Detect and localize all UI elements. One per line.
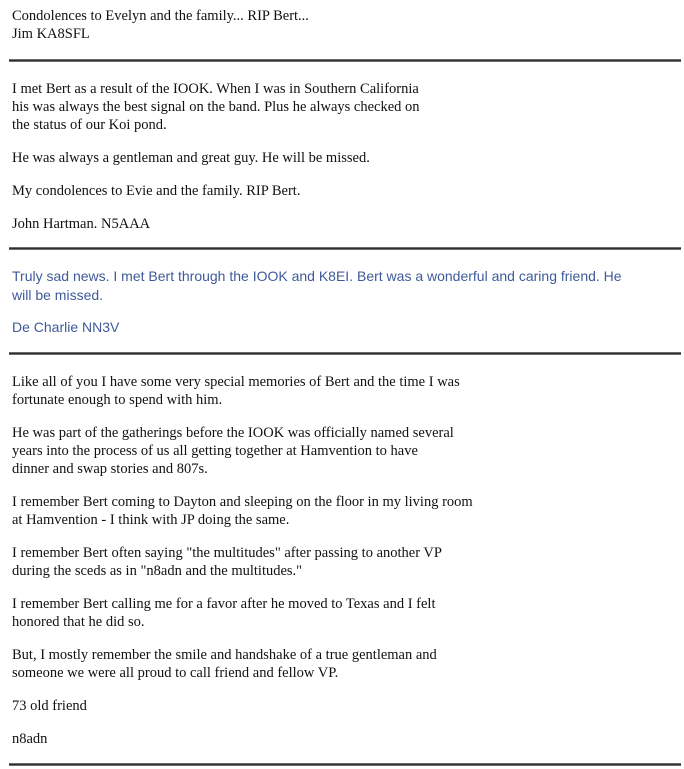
divider [9,352,681,355]
message-text: My condolences to Evie and the family. RIP Bert. [12,183,301,199]
message-text: Condolences to Evelyn and the family... RIP Bert... [12,8,309,24]
divider [9,59,681,62]
message-text: his was always the best signal on the band. Plus he always checked on [12,99,420,115]
message-text: 73 old friend [12,698,87,714]
divider [9,247,681,250]
message-text: honored that he did so. [12,614,145,630]
signature: John Hartman. N5AAA [12,216,151,232]
message-text: dinner and swap stories and 807s. [12,461,208,477]
message-text: Like all of you I have some very special memories of Bert and the time I was [12,374,460,390]
signature: n8adn [12,731,48,747]
divider [9,763,681,766]
message-text: fortunate enough to spend with him. [12,392,223,408]
message-text: I remember Bert calling me for a favor after he moved to Texas and I felt [12,596,436,612]
message-text: I met Bert as a result of the IOOK. When I was in Southern California [12,81,419,97]
message-text: He was always a gentleman and great guy. He will be missed. [12,150,370,166]
message-text: I remember Bert often saying "the multitudes" after passing to another VP [12,545,442,561]
message-text: during the sceds as in "n8adn and the multitudes." [12,563,303,579]
message-text: at Hamvention - I think with JP doing the same. [12,512,290,528]
signature: Jim KA8SFL [12,26,90,42]
message-text: the status of our Koi pond. [12,117,167,133]
signature: De Charlie NN3V [12,319,120,335]
message-text: years into the process of us all getting together at Hamvention to have [12,443,418,459]
message-text: Truly sad news. I met Bert through the IOOK and K8EI. Bert was a wonderful and caring friend. He [12,268,622,284]
message-text: He was part of the gatherings before the IOOK was officially named several [12,425,454,441]
message-text: someone we were all proud to call friend and fellow VP. [12,665,339,681]
message-text: But, I mostly remember the smile and handshake of a true gentleman and [12,647,437,663]
message-text: I remember Bert coming to Dayton and sleeping on the floor in my living room [12,494,473,510]
message-text: will be missed. [12,287,104,303]
